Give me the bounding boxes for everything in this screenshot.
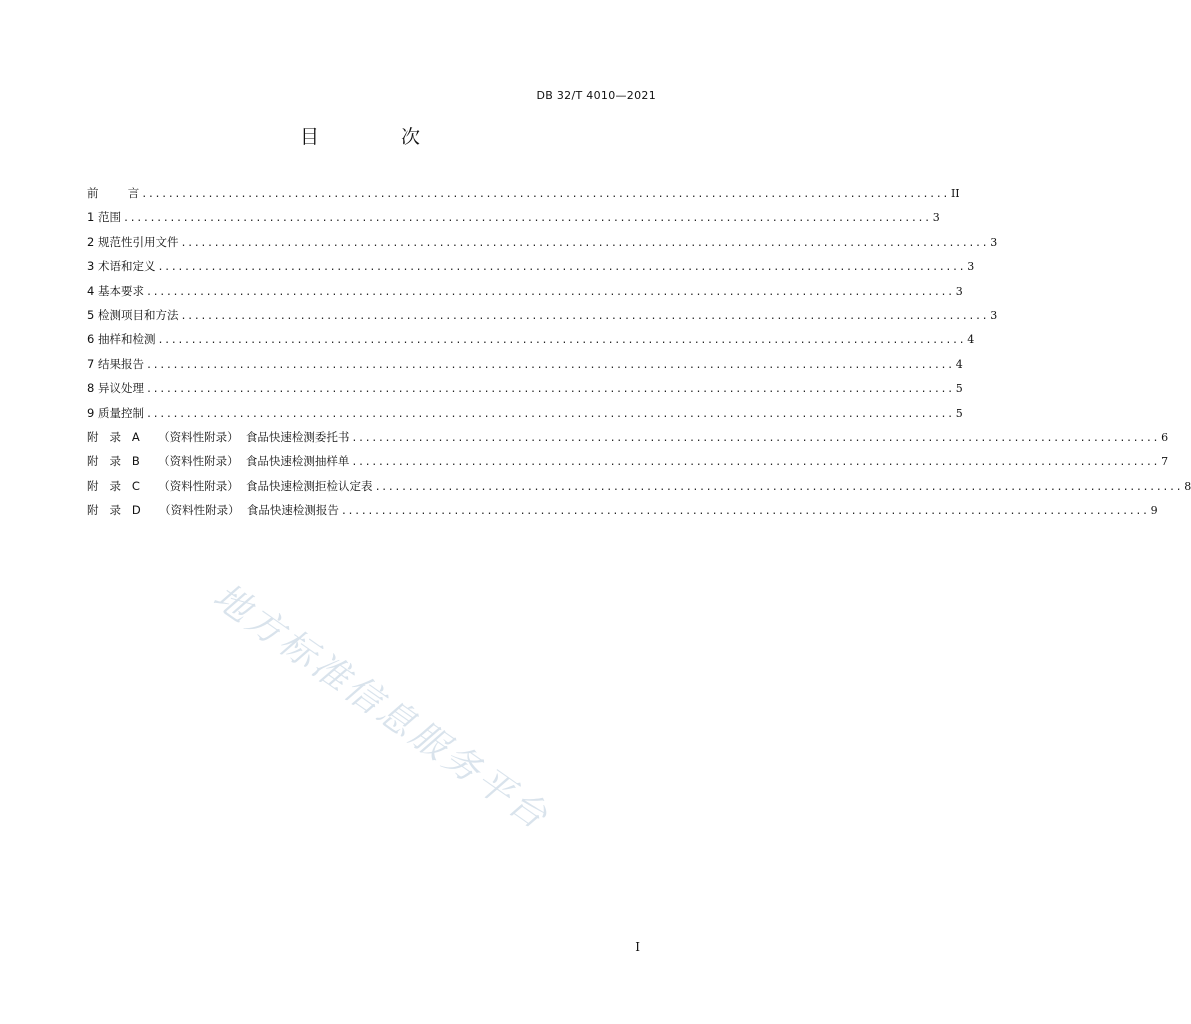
toc-leader-dots: ..........................................................................................................................: [340, 506, 1149, 518]
watermark: 地方标准信息服务平台: [205, 575, 557, 839]
toc-entry-page: 6: [1161, 430, 1169, 444]
toc-entry-page: II: [950, 187, 960, 200]
toc-entry-label: 8 异议处理: [87, 381, 144, 396]
toc-entry-label: 7 结果报告: [87, 356, 144, 371]
toc-entry-page: 9: [1150, 504, 1158, 518]
toc-entry-appendix-a[interactable]: [87, 429, 1169, 453]
toc-entry-terms-definitions[interactable]: [87, 258, 975, 282]
toc-entry-label: 2 规范性引用文件: [87, 234, 179, 249]
toc-entry-label: 附 录 A （资料性附录） 食品快速检测委托书: [87, 429, 350, 444]
toc-entry-appendix-c[interactable]: [87, 478, 1191, 502]
toc-leader-dots: ..........................................................................................................................: [351, 432, 1160, 444]
toc-entry-page: 7: [1161, 455, 1169, 469]
toc-leader-dots: ..........................................................................................................................: [374, 481, 1183, 493]
toc-entry-page: 3: [955, 284, 963, 298]
toc-entry-foreword[interactable]: [87, 185, 960, 209]
page-title: 目 次: [299, 126, 459, 148]
toc-entry-page: 5: [955, 406, 963, 420]
toc-entry-page: 3: [990, 308, 998, 322]
toc-entry-basic-requirements[interactable]: [87, 283, 963, 307]
toc-entry-appendix-d[interactable]: [87, 502, 1158, 526]
toc-leader-dots: ..........................................................................................................................: [145, 408, 954, 420]
toc-leader-dots: ..........................................................................................................................: [180, 237, 989, 249]
toc-leader-dots: ..........................................................................................................................: [180, 310, 989, 322]
toc-entry-label: 5 检测项目和方法: [87, 307, 179, 322]
toc-entry-page: 3: [932, 211, 940, 225]
toc-entry-page: 4: [967, 333, 975, 347]
toc-leader-dots: ..........................................................................................................................: [122, 213, 931, 225]
toc-leader-dots: ..........................................................................................................................: [145, 384, 954, 396]
toc-entry-label: 前 言: [87, 186, 140, 200]
toc-entry-page: 4: [955, 357, 963, 371]
toc-entry-objection-handling[interactable]: [87, 380, 963, 404]
toc-entry-scope[interactable]: [87, 209, 940, 233]
toc-entry-result-report[interactable]: [87, 356, 963, 380]
toc-entry-page: 5: [955, 382, 963, 396]
toc-leader-dots: ..........................................................................................................................: [145, 359, 954, 371]
document-code: DB 32/T 4010—2021: [536, 89, 656, 102]
table-of-contents: [87, 185, 1191, 526]
toc-entry-page: 8: [1184, 479, 1191, 493]
toc-entry-label: 9 质量控制: [87, 405, 144, 420]
toc-leader-dots: ..........................................................................................................................: [351, 457, 1160, 469]
toc-leader-dots: ..........................................................................................................................: [157, 262, 966, 274]
toc-entry-label: 3 术语和定义: [87, 259, 156, 274]
toc-leader-dots: ..........................................................................................................................: [141, 189, 949, 200]
toc-entry-label: 4 基本要求: [87, 283, 144, 298]
toc-entry-sampling-testing[interactable]: [87, 331, 975, 355]
toc-entry-test-items-methods[interactable]: [87, 307, 998, 331]
toc-entry-label: 1 范围: [87, 210, 121, 225]
toc-entry-page: 3: [990, 235, 998, 249]
toc-leader-dots: ..........................................................................................................................: [157, 335, 966, 347]
toc-entry-normative-references[interactable]: [87, 234, 998, 258]
toc-leader-dots: ..........................................................................................................................: [145, 286, 954, 298]
page-number: I: [635, 940, 640, 954]
toc-entry-label: 附 录 B （资料性附录） 食品快速检测抽样单: [87, 454, 350, 469]
toc-entry-page: 3: [967, 260, 975, 274]
toc-entry-label: 附 录 C （资料性附录） 食品快速检测拒检认定表: [87, 478, 373, 493]
toc-entry-label: 6 抽样和检测: [87, 332, 156, 347]
toc-entry-quality-control[interactable]: [87, 405, 963, 429]
toc-entry-label: 附 录 D （资料性附录） 食品快速检测报告: [87, 503, 339, 518]
toc-entry-appendix-b[interactable]: [87, 453, 1169, 477]
